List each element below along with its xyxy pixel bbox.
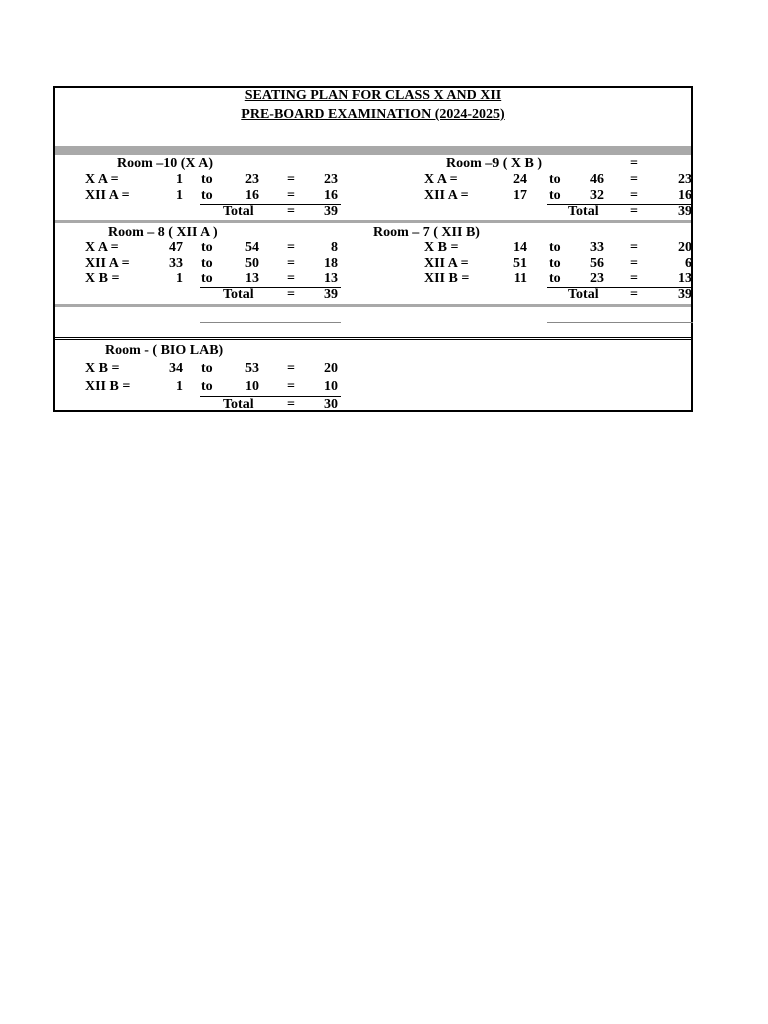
seating-plan-sheet [53,86,693,412]
empty-rule [200,322,341,323]
to-label: to [201,256,213,271]
class-label: XII B = [85,379,131,394]
equals-sign: = [287,271,295,286]
equals-sign: = [630,240,638,255]
roll-to: 32 [590,188,604,203]
roll-from: 17 [513,188,527,203]
room-total: 39 [324,204,338,219]
room-total: 39 [678,204,692,219]
student-count: 13 [324,271,338,286]
room-label: Room – 8 ( XII A ) [108,225,218,240]
class-label: XII B = [424,271,470,286]
roll-to: 23 [245,172,259,187]
equals-sign: = [630,188,638,203]
roll-to: 54 [245,240,259,255]
roll-from: 1 [176,188,183,203]
class-label: XII A = [424,188,469,203]
total-label: Total [223,397,254,412]
equals-sign: = [630,287,638,302]
class-label: X A = [424,172,458,187]
roll-to: 23 [590,271,604,286]
section-divider [55,304,691,307]
section-divider [55,146,691,155]
total-label: Total [223,287,254,302]
room-total: 39 [678,287,692,302]
student-count: 20 [324,361,338,376]
roll-to: 53 [245,361,259,376]
equals-sign: = [630,256,638,271]
roll-to: 33 [590,240,604,255]
roll-to: 10 [245,379,259,394]
roll-to: 50 [245,256,259,271]
student-count: 20 [678,240,692,255]
class-label: XII A = [85,188,130,203]
roll-from: 1 [176,379,183,394]
class-label: X A = [85,240,119,255]
roll-to: 16 [245,188,259,203]
student-count: 23 [324,172,338,187]
to-label: to [549,188,561,203]
roll-from: 47 [169,240,183,255]
equals-sign: = [630,156,638,171]
student-count: 16 [678,188,692,203]
equals-sign: = [287,188,295,203]
room-label: Room –10 (X A) [117,156,214,171]
to-label: to [201,379,213,394]
roll-from: 1 [176,172,183,187]
exam-title: PRE-BOARD EXAMINATION (2024-2025) [241,107,505,122]
room-total: 39 [324,287,338,302]
class-label: X B = [424,240,459,255]
room-label: Room – 7 ( XII B) [373,225,480,240]
roll-to: 46 [590,172,604,187]
roll-to: 56 [590,256,604,271]
to-label: to [549,271,561,286]
equals-sign: = [287,172,295,187]
to-label: to [201,172,213,187]
roll-from: 1 [176,271,183,286]
roll-from: 24 [513,172,527,187]
equals-sign: = [287,204,295,219]
room-label: Room - ( BIO LAB) [105,343,224,358]
section-border [55,339,691,340]
roll-from: 11 [513,271,527,286]
class-label: XII A = [85,256,130,271]
roll-from: 14 [513,240,527,255]
roll-from: 33 [169,256,183,271]
equals-sign: = [630,204,638,219]
roll-to: 13 [245,271,259,286]
student-count: 23 [678,172,692,187]
student-count: 13 [678,271,692,286]
student-count: 10 [324,379,338,394]
total-label: Total [568,287,599,302]
room-total: 30 [324,397,338,412]
empty-rule [547,322,693,323]
equals-sign: = [630,271,638,286]
to-label: to [549,172,561,187]
section-border [55,337,691,338]
equals-sign: = [287,287,295,302]
to-label: to [201,271,213,286]
room-label: Room –9 ( X B ) [446,156,543,171]
student-count: 16 [324,188,338,203]
equals-sign: = [287,256,295,271]
class-label: X B = [85,361,120,376]
to-label: to [201,361,213,376]
equals-sign: = [287,397,295,412]
roll-from: 51 [513,256,527,271]
equals-sign: = [287,240,295,255]
equals-sign: = [287,361,295,376]
roll-from: 34 [169,361,183,376]
student-count: 18 [324,256,338,271]
equals-sign: = [287,379,295,394]
total-label: Total [223,204,254,219]
student-count: 6 [685,256,692,271]
class-label: XII A = [424,256,469,271]
to-label: to [549,240,561,255]
equals-sign: = [630,172,638,187]
section-divider [55,220,691,223]
class-label: X B = [85,271,120,286]
plan-title: SEATING PLAN FOR CLASS X AND XII [244,88,502,103]
to-label: to [549,256,561,271]
to-label: to [201,188,213,203]
to-label: to [201,240,213,255]
class-label: X A = [85,172,119,187]
total-label: Total [568,204,599,219]
student-count: 8 [331,240,338,255]
